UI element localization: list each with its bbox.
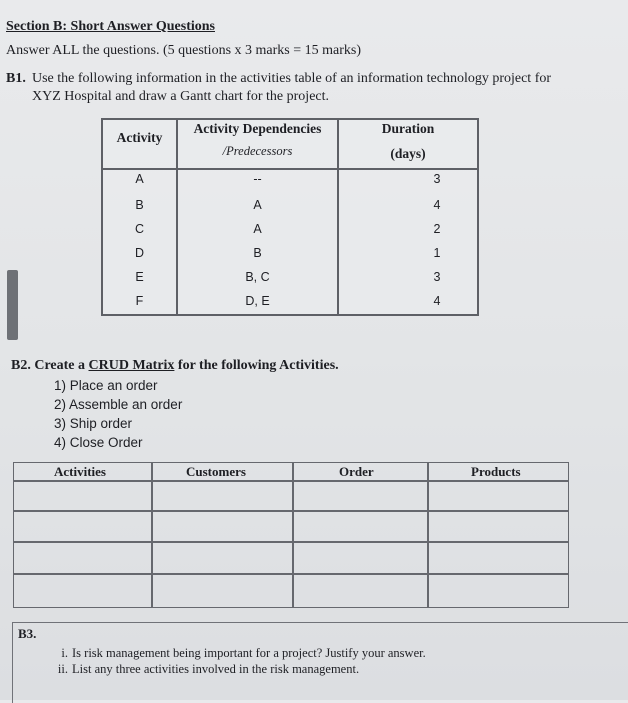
row-c-activity: C <box>134 222 145 236</box>
b2-suffix: for the following Activities. <box>174 358 339 373</box>
header-activity: Activity <box>116 130 163 145</box>
row-e-predecessor: B, C <box>245 270 270 284</box>
row-b-predecessor: A <box>253 198 262 212</box>
table-divider <box>103 168 477 170</box>
row-e-activity: E <box>135 270 144 284</box>
table-divider <box>292 463 294 607</box>
table-divider <box>151 463 153 607</box>
row-d-predecessor: B <box>253 246 262 260</box>
row-a-predecessor: -- <box>253 172 262 186</box>
b1-text-line2: XYZ Hospital and draw a Gantt chart for the project. <box>32 89 330 104</box>
row-a-activity: A <box>135 172 144 186</box>
row-b-duration: 4 <box>433 198 441 212</box>
row-d-activity: D <box>134 246 145 260</box>
list-item: 4) Close Order <box>54 435 143 450</box>
row-c-predecessor: A <box>253 222 262 236</box>
crud-table <box>13 462 569 608</box>
list-item: 1) Place an order <box>54 378 158 393</box>
b3-list <box>44 645 426 677</box>
table-divider <box>427 463 429 607</box>
row-f-predecessor: D, E <box>245 294 270 308</box>
row-c-duration: 2 <box>433 222 441 236</box>
row-a-duration: 3 <box>433 172 441 186</box>
section-title: Section B: Short Answer Questions <box>6 19 215 34</box>
margin-marker <box>7 270 18 340</box>
header-activities: Activities <box>54 464 106 479</box>
row-f-duration: 4 <box>433 294 441 308</box>
activity-table <box>101 118 479 316</box>
list-item <box>44 645 426 661</box>
row-b-activity: B <box>135 198 144 212</box>
b2-prompt <box>11 358 339 374</box>
row-f-activity: F <box>135 294 144 308</box>
b2-list <box>54 376 182 452</box>
table-divider <box>14 510 568 512</box>
header-predecessors: /Predecessors <box>222 144 293 158</box>
table-divider <box>14 480 568 482</box>
b3-item-marker: i. <box>61 646 68 660</box>
b3-item-text: Is risk management being important for a project? Justify your answer. <box>72 646 426 660</box>
b3-number: B3. <box>18 626 37 641</box>
header-products: Products <box>471 464 521 479</box>
header-dependencies: Activity Dependencies <box>193 121 322 136</box>
list-item <box>44 661 426 677</box>
b2-prefix: B2. Create a <box>11 358 89 373</box>
list-item: 3) Ship order <box>54 416 133 431</box>
instructions: Answer ALL the questions. (5 questions x 3 marks = 15 marks) <box>6 43 361 58</box>
row-e-duration: 3 <box>433 270 441 284</box>
b1-number: B1. <box>6 71 26 86</box>
header-duration: Duration <box>381 121 435 136</box>
b3-item-text: List any three activities involved in the risk management. <box>72 662 360 676</box>
table-divider <box>14 541 568 543</box>
row-d-duration: 1 <box>433 246 441 260</box>
b3-item-marker: ii. <box>57 662 68 676</box>
list-item: 2) Assemble an order <box>54 397 183 412</box>
header-customers: Customers <box>186 464 246 479</box>
table-divider <box>14 573 568 575</box>
header-days: (days) <box>390 146 426 161</box>
b2-emphasis: CRUD Matrix <box>88 358 175 373</box>
header-order: Order <box>339 464 374 479</box>
b1-text-line1: Use the following information in the activities table of an information technology project for <box>32 71 552 86</box>
